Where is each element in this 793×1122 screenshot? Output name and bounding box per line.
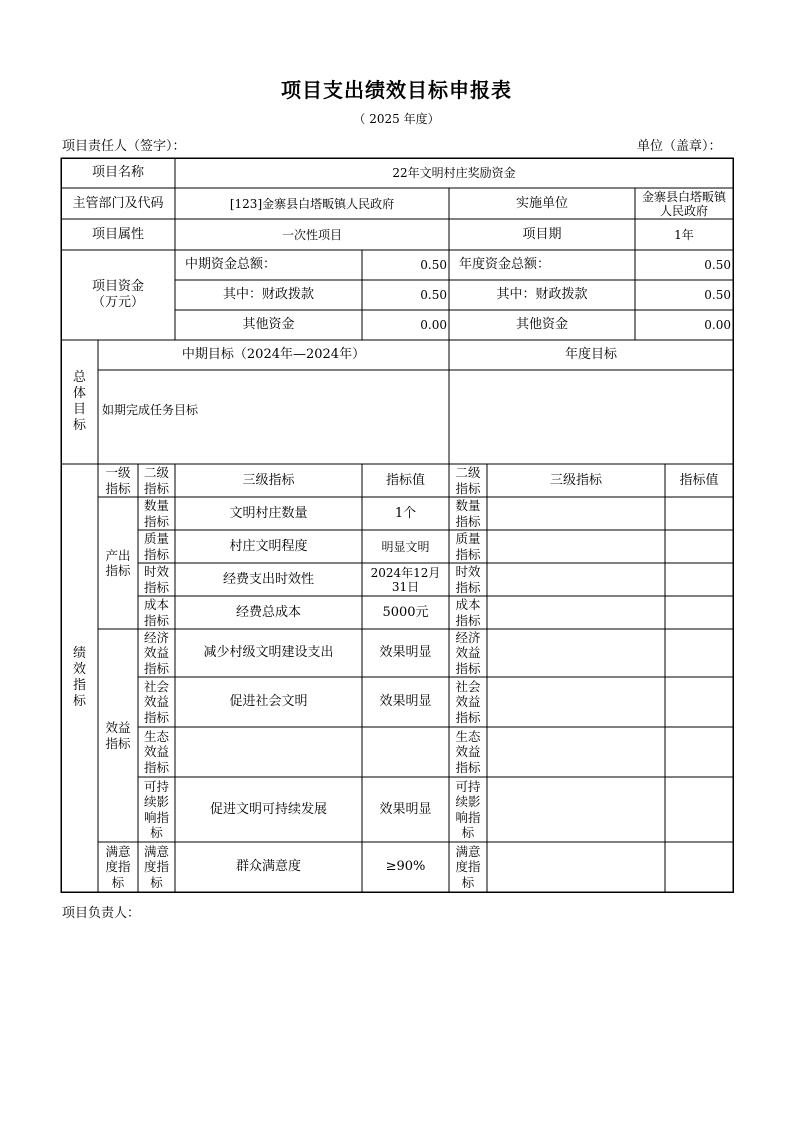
row-value: 效果明显 xyxy=(379,645,432,660)
row-value: 2024年12月31日 xyxy=(370,565,441,594)
project-name-value: 22年文明村庄奖励资金 xyxy=(392,166,516,180)
attr-value: 一次性项目 xyxy=(281,227,342,242)
year-row-l2: 满意度指标 xyxy=(455,843,481,890)
row-l3: 群众满意度 xyxy=(235,859,301,874)
period-label: 项目期 xyxy=(522,226,562,242)
year-row-l2: 成本指标 xyxy=(455,597,481,628)
row-l2: 时效指标 xyxy=(143,564,169,595)
row-l3 xyxy=(175,727,362,777)
year-other-value: 0.00 xyxy=(704,318,731,332)
year-goal-text xyxy=(449,370,733,464)
row-l3: 减少村级文明建设支出 xyxy=(203,645,334,660)
year-total-value: 0.50 xyxy=(704,258,731,272)
row-l2: 生态效益指标 xyxy=(143,728,169,775)
attr-label: 项目属性 xyxy=(91,226,144,242)
row-l2: 质量指标 xyxy=(143,531,169,562)
year-row-l2: 质量指标 xyxy=(455,531,481,562)
row-l2: 数量指标 xyxy=(143,498,169,529)
perf-header-l1: 一级指标 xyxy=(105,465,131,496)
year-row-l2: 生态效益指标 xyxy=(455,728,481,775)
year-row-l2: 可持续影响指标 xyxy=(455,778,481,840)
row-l2: 社会效益指标 xyxy=(143,678,169,725)
mid-total-value: 0.50 xyxy=(420,258,447,272)
dept-value: [123]金寨县白塔畈镇人民政府 xyxy=(229,196,395,211)
row-l3: 村庄文明程度 xyxy=(229,538,308,554)
row-l3: 促进社会文明 xyxy=(229,694,308,709)
impl-value: 金寨县白塔畈镇人民政府 xyxy=(641,189,726,218)
year-header-value: 指标值 xyxy=(679,472,719,488)
year-other-label: 其他资金 xyxy=(515,317,568,332)
row-l2: 满意度指标 xyxy=(143,843,169,890)
row-l2: 成本指标 xyxy=(143,597,169,628)
perf-header-value: 指标值 xyxy=(385,472,425,488)
row-l2: 经济效益指标 xyxy=(143,629,169,676)
row-value: 明显文明 xyxy=(381,539,430,554)
page-title: 项目支出绩效目标申报表 xyxy=(281,78,512,102)
period-value: 1年 xyxy=(674,227,694,242)
year-row-l2: 时效指标 xyxy=(455,564,481,595)
mid-other-value: 0.00 xyxy=(420,318,447,332)
perf-label: 绩效指标 xyxy=(72,646,86,709)
row-value: 效果明显 xyxy=(379,801,432,817)
year-line: （ 2025 年度） xyxy=(353,112,440,126)
perf-header-l3: 三级指标 xyxy=(242,472,295,488)
year-header-l2: 二级指标 xyxy=(455,465,481,496)
row-l3: 促进文明可持续发展 xyxy=(209,801,327,817)
goals-label: 总体目标 xyxy=(72,370,86,433)
perf-header-l2: 二级指标 xyxy=(143,465,169,496)
mid-goal-header: 中期目标（2024年—2024年） xyxy=(181,347,366,362)
row-value: ≥90% xyxy=(385,859,426,874)
year-header-l3: 三级指标 xyxy=(549,472,602,488)
row-value: 1个 xyxy=(394,505,417,521)
mid-other-label: 其他资金 xyxy=(242,317,295,332)
satisfaction-indicators-label: 满意度指标 xyxy=(105,843,131,890)
project-name-label: 项目名称 xyxy=(91,165,144,180)
year-fiscal-value: 0.50 xyxy=(704,288,731,302)
year-row-l2: 经济效益指标 xyxy=(455,629,481,676)
unit-label: 单位（盖章）： xyxy=(637,139,722,154)
mid-fiscal-label: 其中：财政拨款 xyxy=(222,287,314,302)
impl-label: 实施单位 xyxy=(515,195,568,211)
year-fiscal-label: 其中：财政拨款 xyxy=(496,287,588,302)
output-indicators-label: 产出指标 xyxy=(105,547,131,578)
year-goal-header: 年度目标 xyxy=(564,347,617,362)
row-l3: 文明村庄数量 xyxy=(229,505,308,521)
benefit-indicators-label: 效益指标 xyxy=(105,720,131,751)
row-value xyxy=(362,727,449,777)
year-total-label: 年度资金总额： xyxy=(459,257,551,272)
row-l3: 经费支出时效性 xyxy=(222,571,314,587)
year-row-l2: 社会效益指标 xyxy=(455,678,481,725)
row-l3: 经费总成本 xyxy=(235,604,301,620)
row-value: 效果明显 xyxy=(379,694,432,709)
dept-label: 主管部门及代码 xyxy=(72,195,164,211)
row-value: 5000元 xyxy=(382,604,429,620)
mid-goal-text: 如期完成任务目标 xyxy=(102,403,199,417)
year-row-l2: 数量指标 xyxy=(455,498,481,529)
owner-label: 项目负责人： xyxy=(62,906,141,921)
signer-label: 项目责任人（签字）： xyxy=(62,139,186,154)
row-l2: 可持续影响指标 xyxy=(143,778,169,840)
mid-fiscal-value: 0.50 xyxy=(420,288,447,302)
mid-total-label: 中期资金总额： xyxy=(185,257,277,272)
funds-label: 项目资金（万元） xyxy=(91,279,144,310)
